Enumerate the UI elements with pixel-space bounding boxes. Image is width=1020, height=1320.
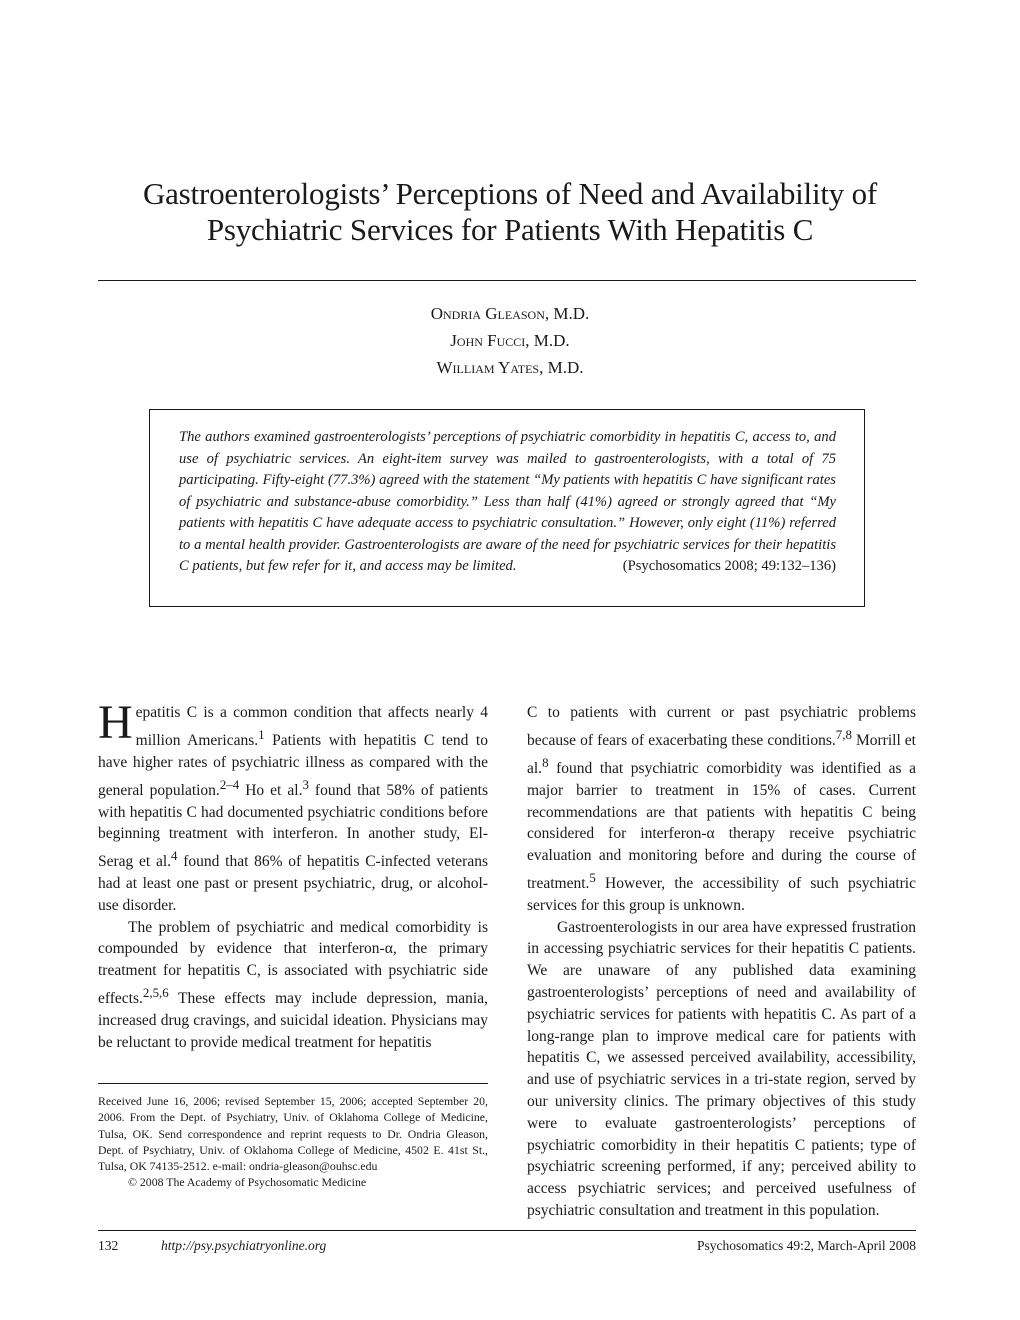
author-1: Ondria Gleason, M.D. (430, 304, 590, 323)
author-list (0, 300, 1020, 381)
title-line-2: Psychiatric Services for Patients With Hepatitis C (206, 212, 814, 247)
body-paragraph: Hepatitis C is a common condition that affects nearly 4 million Americans.$^1$ Patients with hepatitis C tend to have higher rates of psychiatric illness as compared with the general population.$^{2-4}$ Ho et al.$^3$ found that 58% of patients with hepatitis C had documented psychiatric conditions before beginning treatment with interferon. In another study, El-Serag et al.$^4$ found that 86% of hepatitis C-infected veterans had at least one past or present psychiatric, drug, or alcohol-use disorder. (98, 696, 488, 914)
title-line-1: Gastroenterologists’ Perceptions of Need and Availability of (142, 176, 878, 211)
body-paragraph: The problem of psychiatric and medical comorbidity is compounded by evidence that interferon-α, the primary treatment for hepatitis C, is associated with psychiatric side effects.$^{2,5,6}$ These effects may include depression, mania, increased drug cravings, and suicidal ideation. Physicians may be reluctant to provide medical treatment for hepatitis (98, 918, 488, 1051)
footnote-rule (98, 1083, 488, 1084)
left-column (98, 696, 488, 1054)
drop-cap: H (98, 696, 133, 749)
title-rule (98, 280, 916, 281)
journal-url[interactable]: http://psy.psychiatryonline.org (161, 1238, 327, 1253)
abstract-text: The authors examined gastroenterologists’ perceptions of psychiatric comorbidity in hepatitis C, access to, and use of psychiatric services. An eight-item survey was mailed to gastroenterologists, with a total of 75 participating. Fifty-eight (77.3%) agreed with the statement “My patients with hepatitis C have significant rates of psychiatric and substance-abuse comorbidity.” Less than half (41%) agreed or strongly agreed that “My patients with hepatitis C have adequate access to psychiatric consultation.” However, only eight (11%) referred to a mental health provider. Gastroenterologists are aware of the need for psychiatric services for their hepatitis C patients, but few refer for it, and access may be limited. (179, 429, 836, 574)
right-column (527, 702, 916, 1222)
author-2: John Fucci, M.D. (450, 331, 570, 350)
copyright-note: © 2008 The Academy of Psychosomatic Medicine (128, 1175, 367, 1190)
body-paragraph: C to patients with current or past psychiatric problems because of fears of exacerbating these conditions.$^{7,8}$ Morrill et al.$^8$ found that psychiatric comorbidity was identified as a major barrier to treatment in 15% of cases. Current recommendations are that patients with hepatitis C being considered for interferon-α therapy receive psychiatric evaluation and monitoring before and during the course of treatment.$^5$ However, the accessibility of such psychiatric services for this group is unknown. (527, 704, 916, 914)
article-title (60, 176, 960, 248)
footer-rule (98, 1230, 916, 1231)
received-note: Received June 16, 2006; revised September 15, 2006; accepted September 20, 2006. From the Dept. of Psychiatry, Univ. of Oklahoma College of Medicine, Tulsa, OK. Send correspondence and reprint requests to Dr. Ondria Gleason, Dept. of Psychiatry, Univ. of Oklahoma College of Medicine, 4502 E. 41st St., Tulsa, OK 74135-2512. e-mail: ondria-gleason@ouhsc.edu (98, 1094, 488, 1174)
abstract-box (149, 409, 865, 607)
page-number: 132 (98, 1238, 119, 1253)
author-3: William Yates, M.D. (436, 358, 584, 377)
abstract-citation: (Psychosomatics 2008; 49:132–136) (622, 558, 836, 574)
abstract (179, 427, 836, 578)
journal-issue: Psychosomatics 49:2, March-April 2008 (697, 1238, 916, 1253)
footnote (98, 1093, 488, 1191)
body-paragraph: Gastroenterologists in our area have expressed frustration in accessing psychiatric services for their hepatitis C patients. We are unaware of any published data examining gastroenterologists’ perceptions of need and availability of psychiatric services for patients with hepatitis C. As part of a long-range plan to improve medical care for patients with hepatitis C, we assessed perceived availability, accessibility, and use of psychiatric services in a tri-state region, served by our university clinics. The primary objectives of this study were to evaluate gastroenterologists’ perceptions of psychiatric comorbidity in their hepatitis C patients; type of psychiatric screening performed, if any; perceived ability to access psychiatric services; and perceived usefulness of psychiatric consultation and treatment in this population. (527, 918, 916, 1219)
